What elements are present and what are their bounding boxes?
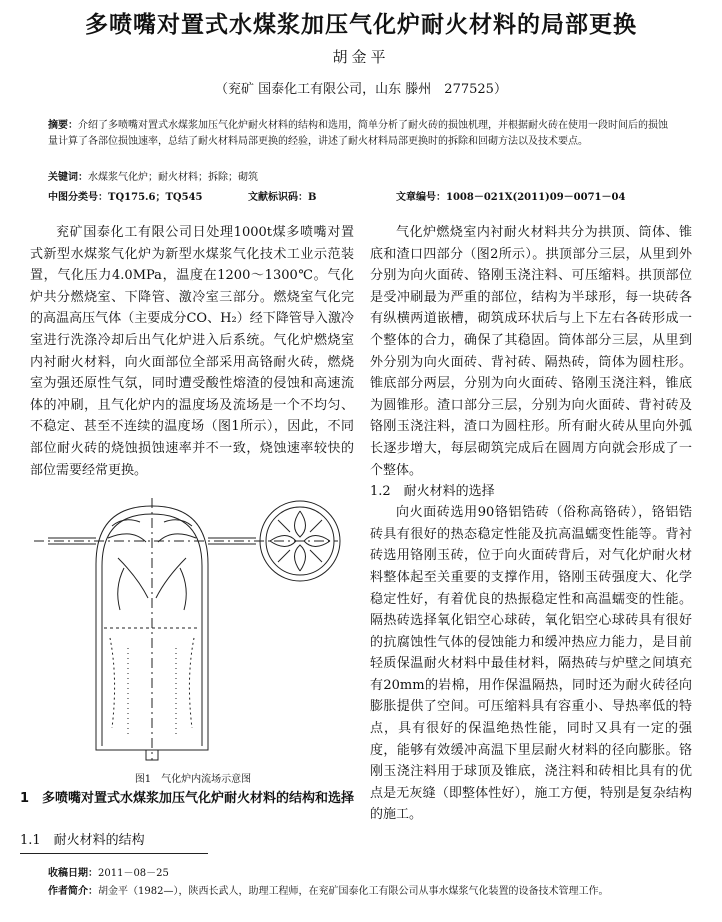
- keywords-label: 关键词：: [48, 172, 88, 183]
- footnote-rule: [20, 853, 208, 854]
- author-bio-label: 作者简介：: [48, 886, 98, 897]
- right-column: [370, 222, 692, 826]
- paper-title: 多喷嘴对置式水煤浆加压气化炉耐火材料的局部更换: [85, 12, 637, 38]
- document-code: 文献标识码：B: [248, 192, 317, 203]
- abstract: [48, 118, 672, 150]
- figure-1-caption: 图1 气化炉内流场示意图: [134, 774, 252, 785]
- keywords: [48, 170, 672, 186]
- gasifier-flow-diagram: [28, 498, 358, 766]
- author-name: 胡金平: [332, 48, 390, 66]
- section-1-2-heading: 1.2 耐火材料的选择: [370, 484, 495, 500]
- selection-paragraph: 向火面砖选用90铬铝锆砖（俗称高铬砖），铬铝锆砖具有很好的热态稳定性能及抗高温蠕变性能等。背衬砖选用铬刚玉砖，位于向火面砖背后，对气化炉耐火材料整体起至关重要的支撑作用，铬刚玉砖强度大、化学稳定性好，有着优良的热振稳定性和高温蠕变的性能。隔热砖选择氧化铝空心球砖，氧化铝空心球砖具有很好的抗腐蚀性气体的侵蚀能力和缓冲热应力能力，是目前轻质保温耐火材料中最佳材料，隔热砖与炉壁之间填充有20mm的岩棉，用作保温隔热，同时还为耐火砖径向膨胀提供了空间。可压缩料具有容重小、导热率低的特点，具有很好的保温绝热性能，同时又具有一定的强度，能够有效缓冲高温下里层耐火材料的径向膨胀。铬刚玉浇注料用于球顶及锥底，浇注料和砖相比具有的优点是无灰缝（即整体性好），施工方便，特别是复杂结构的施工。: [370, 505, 692, 823]
- article-number: 文章编号：1008－021X(2011)09－0071－04: [396, 192, 626, 203]
- received-value: 2011－08－25: [98, 868, 169, 879]
- keywords-text: 水煤浆气化炉；耐火材料；拆除；砌筑: [88, 172, 258, 183]
- section-1-1-heading: 1.1 耐火材料的结构: [20, 833, 145, 848]
- author-bio: [48, 884, 688, 900]
- received-label: 收稿日期：: [48, 868, 98, 879]
- author-affiliation: （兖矿 国泰化工有限公司，山东 滕州 277525）: [215, 82, 507, 97]
- abstract-label: 摘要：: [48, 120, 78, 131]
- section-1-heading: [20, 788, 356, 809]
- abstract-text: 介绍了多喷嘴对置式水煤浆加压气化炉耐火材料的结构和选用，简单分析了耐火砖的损蚀机理，并根据耐火砖在使用一段时间后的损蚀量计算了各部位损蚀速率，总结了耐火材料局部更换的经验，讲述了耐火材料局部更换时的拆除和回砌方法以及技术要点。: [48, 120, 668, 147]
- intro-paragraph: 兖矿国泰化工有限公司日处理1000t煤多喷嘴对置式新型水煤浆气化炉为新型水煤浆气化技术工业示范装置，气化压力4.0MPa，温度在1200～1300℃。气化炉共分燃烧室、下降管、激冷室三部分。燃烧室气化完的高温高压气体（主要成分CO、H₂）经下降管导入激冷室进行洗涤冷却后出气化炉进入后系统。气化炉燃烧室内衬耐火材料，向火面部位全部采用高铬耐火砖，燃烧室为强还原性气氛，同时遭受酸性熔渣的侵蚀和高速流体的冲刷，且气化炉内的温度场及流场是一个不均匀、不稳定、甚至不连续的温度场（图1所示），因此，不同部位耐火砖的烧蚀损蚀速率并不一致，烧蚀速率较快的部位需要经常更换。: [30, 225, 354, 478]
- left-column-intro: [30, 222, 354, 481]
- received-date: [48, 866, 688, 882]
- figure-1: [28, 498, 358, 785]
- section-1-title: 1 多喷嘴对置式水煤浆加压气化炉耐火材料的结构和选择: [20, 791, 355, 806]
- author-bio-text: 胡金平（1982—），陕西长武人，助理工程师，在兖矿国泰化工有限公司从事水煤浆气化装置的设备技术管理工作。: [98, 886, 609, 897]
- clc-number: 中图分类号：TQ175.6；TQ545: [48, 192, 203, 203]
- structure-paragraph: 气化炉燃烧室内衬耐火材料共分为拱顶、筒体、锥底和渣口四部分（图2所示）。拱顶部分三层，从里到外分别为向火面砖、铬刚玉浇注料、可压缩料。拱顶部位是受冲刷最为严重的部位，结构为半球形，每一块砖各有纵横两道嵌槽，砌筑成环状后与上下左右各砖形成一个整体的合力，确保了其稳固。筒体部分三层，从里到外分别为向火面砖、背衬砖、隔热砖，筒体为圆柱形。锥底部分两层，分别为向火面砖、铬刚玉浇注料，锥底为圆锥形。渣口部分三层，分别为向火面砖、背衬砖及铬刚玉浇注料，渣口为圆柱形。所有耐火砖从里向外弧长逐步增大，每层砌筑完成后在圆周方向就会形成了一个整体。: [370, 225, 692, 478]
